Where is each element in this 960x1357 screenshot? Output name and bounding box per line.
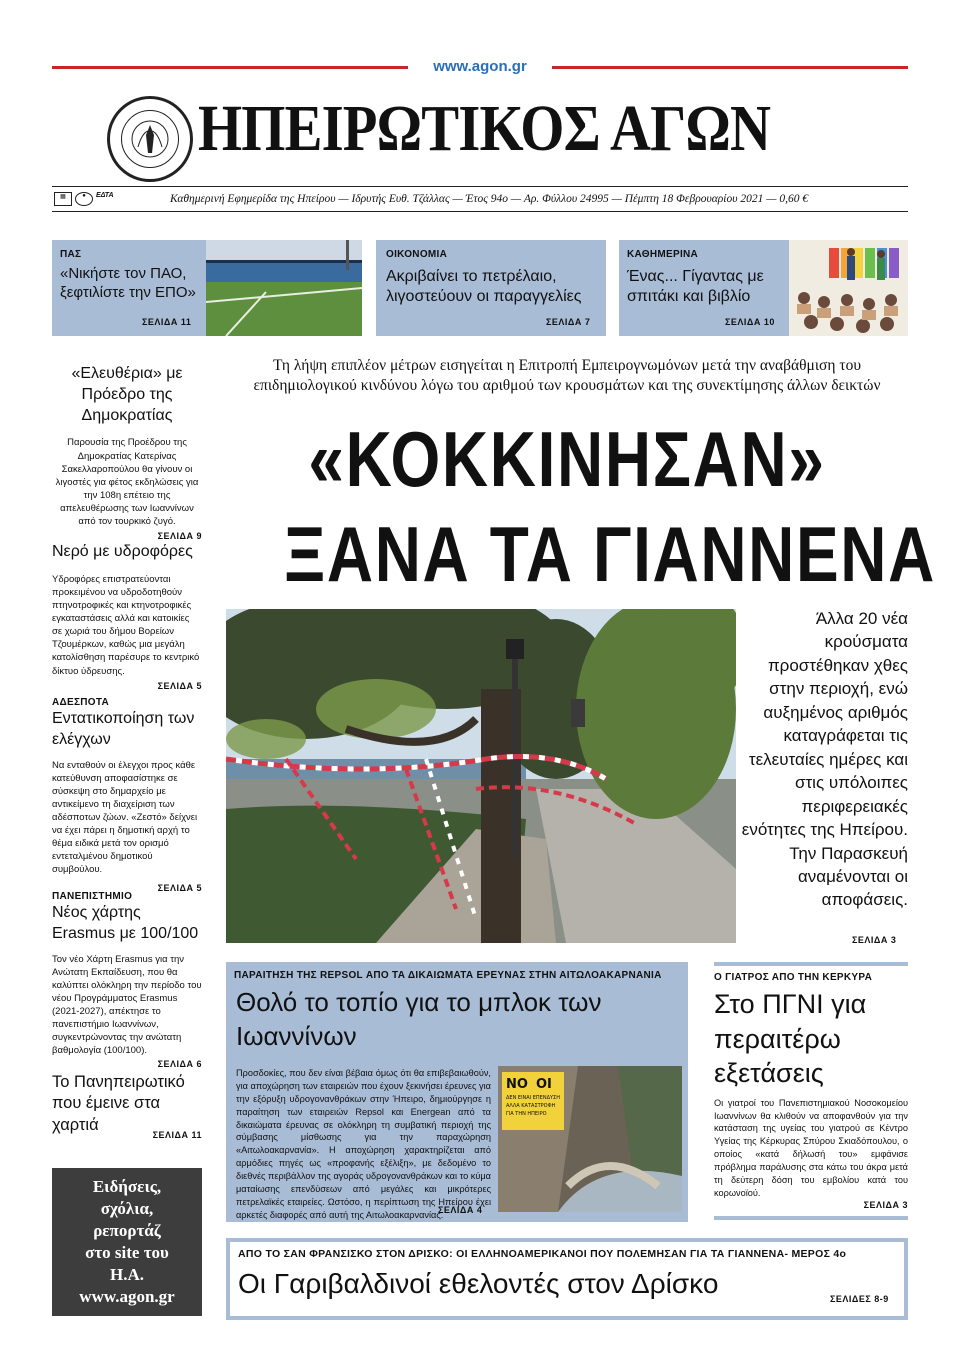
teaser-box-economy[interactable] [376, 240, 606, 336]
sidebar-title: Νέος χάρτης Erasmus με 100/100 [52, 904, 199, 942]
repsol-story-box[interactable] [226, 962, 688, 1222]
main-deck: Τη λήψη επιπλέον μέτρων εισηγείται η Επιτροπή Εμπειρογνωμόνων μετά την αναβάθμιση του επιδημιολογικού κινδύνου λόγω του αριθμού των κρουσμάτων και της συνεκτίμησης άλλων δεικτών [253, 357, 881, 395]
sidebar-page: ΣΕΛΙΔΑ 9 [157, 531, 202, 542]
story-title: Θολό το τοπίο για το μπλοκ των Ιωαννίνων [236, 987, 602, 1051]
sidebar-body: Τον νέο Χάρτη Erasmus για την Ανώτατη Εκπαίδευση, που θα καλύπτει ολόκληρη την περίοδο του νέου Προγράμματος Erasmus (2021-2027), απέκτησε το πανεπιστήμιο Ιωαννίνων, συγκεντρώνοντας την ανώτατη βαθμολογία (100/100). [52, 953, 202, 1057]
story-title: Στο ΠΓΝΙ για περαιτέρω εξετάσεις [714, 989, 867, 1089]
header-badges [54, 192, 118, 206]
teaser-title: Ένας... Γίγαντας με σπιτάκι και βιβλίο [627, 268, 764, 305]
masthead-title: ΗΠΕΙΡΩΤΙΚΟΣ ΑΓΩΝ [198, 92, 771, 165]
sidebar-article[interactable] [52, 364, 202, 541]
sidebar-title: «Ελευθέρια» με Πρόεδρο της Δημοκρατίας [71, 365, 183, 424]
sidebar-body: Παρουσία της Προέδρου της Δημοκρατίας Κατερίνας Σακελλαροπούλου θα γίνουν οι λιγοστές για φέτος εκδηλώσεις για την 108η επέτειο της απελευθέρωσης των Ιωαννίνων από τον τουρκικό ζυγό. [55, 437, 199, 528]
teaser-title: «Νικήστε τον ΠΑΟ, ξεφτιλίστε την ΕΠΟ» [60, 265, 196, 301]
sidebar-article[interactable] [52, 891, 202, 1069]
teaser-box-pas[interactable] [52, 240, 206, 336]
svg-text:NO: NO [506, 1077, 528, 1092]
main-photo-lakeside [226, 609, 736, 943]
story-title: Οι Γαριβαλδινοί εθελοντές στον Δρίσκο [238, 1268, 719, 1299]
teaser-page: ΣΕΛΙΔΑ 10 [725, 317, 775, 327]
promo-url[interactable]: www.agon.gr [79, 1287, 175, 1307]
sidebar-kicker: ΑΔΕΣΠΟΤΑ [52, 697, 110, 708]
header-rule-right [552, 66, 908, 69]
sidebar-page: ΣΕΛΙΔΑ 11 [152, 1130, 202, 1141]
sidebar-body: Να ενταθούν οι έλεγχοι προς κάθε κατεύθυνση αποφασίστηκε σε σύσκεψη στο δημαρχείο με αντικείμενο τη διαχείριση των αδέσποτων ζώων. «Ζεστό» δείχνει να έχει πάρει η δημοτική αρχή το θέμα ειδικά μετά τον ορισμό εντεταλμένου δημοτικού συμβούλου. [52, 759, 198, 876]
promo-line: Η.Α. [110, 1265, 144, 1285]
sidebar-title: Το Πανηπειρωτικό που έμεινε στα χαρτιά [52, 1073, 185, 1134]
info-line: Καθημερινή Εφημερίδα της Ηπείρου — Ιδρυτής Ευθ. Τζάλλας — Έτος 94ο — Αρ. Φύλλου 24995 — Πέμπτη 18 Φεβρουαρίου 2021 — 0,60 € [170, 193, 809, 205]
main-headline-1: «ΚΟΚΚΙΝΗΣΑΝ» [308, 415, 826, 503]
sidebar-article[interactable] [52, 542, 202, 691]
promo-line: ρεπορτάζ [93, 1221, 161, 1241]
badge-icon: ● [75, 192, 93, 206]
story-body: Οι γιατροί του Πανεπιστημιακού Νοσοκομείου Ιωαννίνων θα κλιθούν να αποφανθούν για την κατάσταση της υγείας του γιατρού σε Κέντρο Υγείας της Κέρκυρας Σπύρου Σκιαδόπουλου, ο οποίος «κατά δήλωσή του» εμφάνισε πρόβλημα παράλυσης στα κάτω του άκρα μετά τη δεύτερη δόση του εμβολίου κατά του κορωνοϊού. [714, 1097, 908, 1198]
sidebar-page: ΣΕΛΙΔΑ 5 [157, 882, 202, 893]
sidebar-title: Εντατικοποίηση των ελέγχων [52, 710, 195, 748]
teaser-kicker: ΠΑΣ [60, 249, 82, 260]
doctor-story[interactable] [714, 962, 908, 1220]
story-kicker: ΠΑΡΑΙΤΗΣΗ ΤΗΣ REPSOL ΑΠΟ ΤΑ ΔΙΚΑΙΩΜΑΤΑ ΕΡΕΥΝΑΣ ΣΤΗΝ ΑΙΤΩΛΟΑΚΑΡΝΑΝΙΑ [234, 970, 662, 981]
teaser-title: Ακριβαίνει το πετρέλαιο, λιγοστεύουν οι παραγγελίες [386, 268, 582, 305]
teaser-page: ΣΕΛΙΔΑ 7 [546, 317, 591, 327]
classroom-photo [789, 240, 908, 336]
bottom-story-box[interactable] [226, 1238, 908, 1320]
teaser-page: ΣΕΛΙΔΑ 11 [142, 317, 192, 327]
story-page: ΣΕΛΙΔΑ 4 [438, 1205, 483, 1215]
info-rule-top [52, 186, 908, 187]
svg-text:ΔΕΝ ΕΙΝΑΙ ΕΠΕΝΔΥΣΗ: ΔΕΝ ΕΙΝΑΙ ΕΠΕΝΔΥΣΗ [506, 1095, 560, 1101]
teaser-kicker: ΟΙΚΟΝΟΜΙΑ [386, 249, 448, 260]
edta-badge: ΕΔΤΑ [96, 192, 114, 199]
story-page: ΣΕΛΙΔΕΣ 8-9 [830, 1294, 889, 1304]
teaser-kicker: ΚΑΘΗΜΕΡΙΝΑ [627, 249, 699, 260]
promo-line: Ειδήσεις, [92, 1177, 162, 1196]
teaser-box-daily[interactable] [619, 240, 789, 336]
main-headline-2: ΞΑΝΑ ΤΑ ΓΙΑΝΝΕΝΑ [284, 510, 936, 598]
svg-text:OI: OI [536, 1077, 552, 1092]
sidebar-title: Νερό με υδροφόρες [52, 543, 193, 560]
sidebar-kicker: ΠΑΝΕΠΙΣΤΗΜΙΟ [52, 891, 133, 902]
site-url[interactable]: www.agon.gr [433, 58, 527, 75]
badge-icon: ▦ [54, 192, 72, 206]
story-page: ΣΕΛΙΔΑ 3 [863, 1199, 908, 1210]
protest-banner-photo [498, 1066, 682, 1212]
stadium-photo [206, 240, 362, 336]
sidebar-page: ΣΕΛΙΔΑ 6 [157, 1059, 202, 1070]
story-body: Προσδοκίες, που δεν είναι βέβαια όμως ότι θα επιβεβαιωθούν, για αποχώρηση των εταιρειών που έχουν ξεκινήσει έρευνες για την εξόρυξη υδρογονανθράκων στην Ήπειρο, δημιούργησε η παραίτηση των εταιρειών Repsol και Energean από τα δικαιώματα έρευνας σε ολόκληρη τη συμβατική περιοχή της σύμβασης μίσθωσης για την παραχώρηση «Αιτωλοακαρνανία». Η αποχώρηση χαρακτηρίζεται από αρμόδιες πηγές ως «προφανής εξέλιξη», με δεδομένο το διεθνές περιβάλλον της αγοράς υδρογονανθράκων και το κύμα ματαίωσης επενδύσεων από μεγάλες και μικρότερες πετρελαϊκές εταιρείες. Ωστόσο, η περίπτωση της Ηπείρου έχει αρκετές διαφορές από αυτή της Αιτωλοακαρνανίας. [236, 1068, 491, 1220]
svg-text:ΓΙΑ ΤΗΝ ΗΠΕΙΡΟ: ΓΙΑ ΤΗΝ ΗΠΕΙΡΟ [506, 1111, 547, 1117]
sidebar-article[interactable] [52, 697, 202, 893]
sidebar-body: Υδροφόρες επιστρατεύονται προκειμένου να υδροδοτηθούν πτηνοτροφικές και κτηνοτροφικές εγκαταστάσεις αλλά και κατοικίες σε χωριά του δήμου Βορείων Τζουμέρκων, καθώς μια μεγάλη κατολίσθηση παρέσυρε το κεντρικό δίκτυο ύδρευσης. [52, 573, 200, 677]
promo-line: στο site του [85, 1243, 169, 1263]
info-rule-bottom [52, 211, 908, 212]
main-lede: Άλλα 20 νέα κρούσματα προστέθηκαν χθες στην περιοχή, ενώ αυξημένος αριθμός καταγράφεται τις τελευταίες ημέρες και στις υπόλοιπες περιφερειακές ενότητες της Ηπείρου. Την Παρασκευή αναμένονται οι αποφάσεις. [741, 609, 908, 910]
sidebar-article[interactable] [52, 1072, 202, 1140]
story-kicker: ΑΠΟ ΤΟ ΣΑΝ ΦΡΑΝΣΙΣΚΟ ΣΤΟΝ ΔΡΙΣΚΟ: ΟΙ ΕΛΛΗΝΟΑΜΕΡΙΚΑΝΟΙ ΠΟΥ ΠΟΛΕΜΗΣΑΝ ΓΙΑ ΤΑ ΓΙΑΝΝΕΝΑ- ΜΕΡΟΣ 4ο [238, 1248, 847, 1260]
newspaper-seal-icon [107, 96, 193, 182]
site-promo-box[interactable] [52, 1168, 202, 1316]
header-rule-left [52, 66, 408, 69]
story-kicker: Ο ΓΙΑΤΡΟΣ ΑΠΟ ΤΗΝ ΚΕΡΚΥΡΑ [714, 972, 873, 983]
sidebar-page: ΣΕΛΙΔΑ 5 [157, 680, 202, 691]
svg-text:ΑΛΛΑ ΚΑΤΑΣΤΡΟΦΗ: ΑΛΛΑ ΚΑΤΑΣΤΡΟΦΗ [506, 1103, 556, 1109]
promo-line: σχόλια, [100, 1199, 154, 1219]
main-page: ΣΕΛΙΔΑ 3 [852, 935, 897, 945]
